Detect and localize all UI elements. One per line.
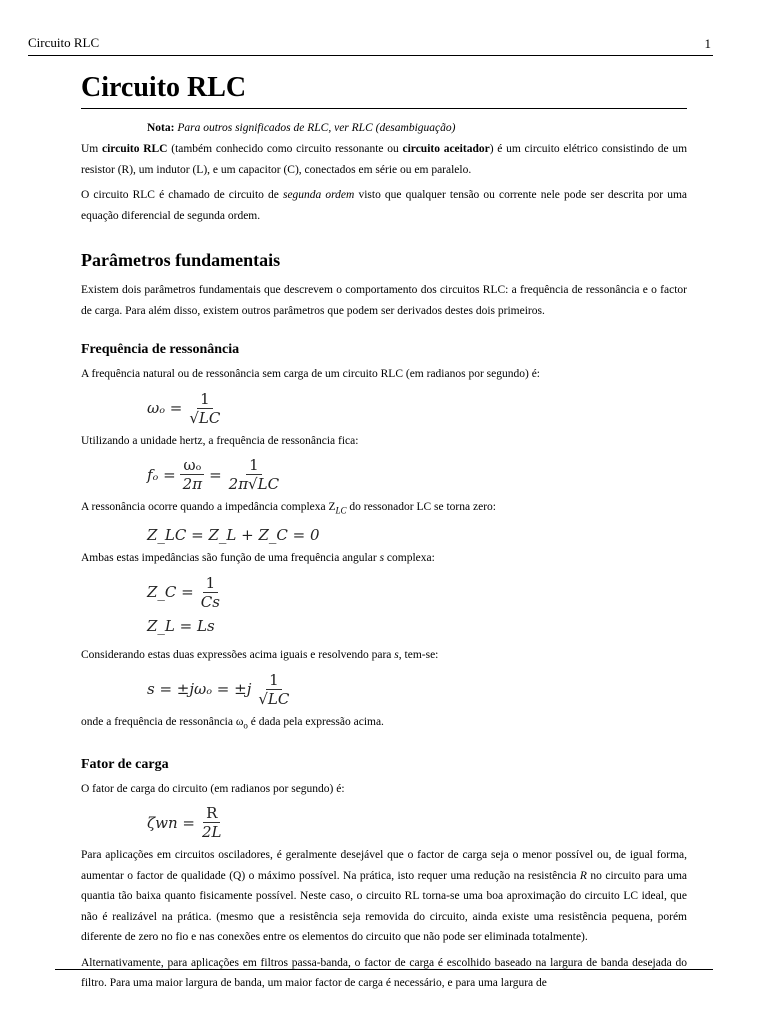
disambiguation-note (147, 119, 687, 137)
equation-natural-frequency: ωₒ = $\frac{1}{√LC}$ (147, 389, 221, 427)
intro-paragraph: Um circuito RLC (também conhecido como circuito ressonante ou circuito aceitador) é um circuito elétrico consistindo de um resistor (R), um indutor (L), e um capacitor (C), conectados em série ou em paralelo. (81, 143, 688, 176)
frequencia-paragraph-1: A frequência natural ou de ressonância sem carga de um circuito RLC (em radianos por segundo) é: (81, 368, 540, 380)
fator-paragraph-3: Alternativamente, para aplicações em filtros passa-banda, o factor de carga é escolhido baseado na largura de banda desejada do filtro. Para uma maior largura de banda, um maior factor de carga é necessário, e para uma largura de (81, 956, 687, 990)
frequencia-paragraph-5: Considerando estas duas expressões acima iguais e resolvendo para s, tem-se: (81, 649, 439, 662)
parametros-paragraph: Existem dois parâmetros fundamentais que descrevem o comportamento dos circuitos RLC: a frequência de ressonância e o factor de carga. Para além disso, existem outros parâmetros que podem ser derivados destes dois primeiros. (81, 284, 687, 317)
equation-impedances: Z_C = $\frac{1}{Cs}$ Z_L = Ls (147, 573, 220, 636)
section-heading-fator-carga: Fator de carga (81, 756, 169, 772)
frequencia-paragraph-6: onde a frequência de ressonância $\omega_o$ é dada pela expressão acima. (81, 715, 384, 731)
article-title: Circuito RLC (81, 72, 247, 103)
note-text[interactable]: Para outros significados de RLC, ver RLC (desambiguação) (177, 122, 456, 134)
running-header-title: Circuito RLC (28, 35, 100, 50)
footer-divider (55, 969, 713, 970)
article-content (81, 68, 687, 999)
header-divider (28, 55, 713, 56)
term-circuito-rlc: circuito RLC (102, 143, 168, 155)
equation-damping-factor: ζwn = $\frac{R}{2L}$ (147, 804, 222, 842)
title-divider (81, 108, 687, 109)
frequencia-paragraph-3: A ressonância ocorre quando a impedância complexa $Z_{LC}$ do ressonador LC se torna zero: (81, 501, 496, 516)
note-label: Nota: (147, 122, 175, 134)
frequencia-paragraph-2: Utilizando a unidade hertz, a frequência de ressonância fica: (81, 434, 359, 447)
equation-s-solution: s = ±jωₒ = ±j $\frac{1}{√LC}$ (147, 670, 290, 708)
page-number: 1 (704, 36, 711, 51)
second-order-paragraph: O circuito RLC é chamado de circuito de segunda ordem visto que qualquer tensão ou corrente nele pode ser descrita por uma equação diferencial de segunda ordem. (81, 189, 687, 222)
fator-paragraph-2: Para aplicações em circuitos osciladores, é geralmente desejável que o factor de carga seja o menor possível ou, de igual forma, aumentar o factor de qualidade (Q) o máximo possível. Na prática, isto requer uma redução na resistência R no circuito para uma quantia tão baixa quanto fisicamente possível. Neste caso, o circuito RL torna-se uma boa aproximação do circuito LC ideal, que não é realizável na prática. (mesmo que a resistência seja removida do circuito, ainda existe uma resistência pequena, porém diferente de zero no fio e nas conexões entre os elementos do circuito que não pode ser eliminada totalmente). (81, 849, 687, 944)
section-heading-parametros: Parâmetros fundamentais (81, 250, 281, 270)
frequencia-paragraph-4: Ambas estas impedâncias são função de uma frequência angular s complexa: (81, 551, 435, 564)
equation-impedance-zero: Z_LC = Z_L + Z_C = 0 (147, 525, 320, 544)
section-heading-frequencia: Frequência de ressonância (81, 342, 240, 357)
fator-paragraph-1: O fator de carga do circuito (em radianos por segundo) é: (81, 782, 345, 795)
term-circuito-aceitador: circuito aceitador (402, 143, 490, 155)
equation-frequency-hertz: fₒ = $\frac{\text{ωₒ}}{2\pi}$ = $\frac{1}{2\pi√LC}$ (147, 456, 280, 493)
